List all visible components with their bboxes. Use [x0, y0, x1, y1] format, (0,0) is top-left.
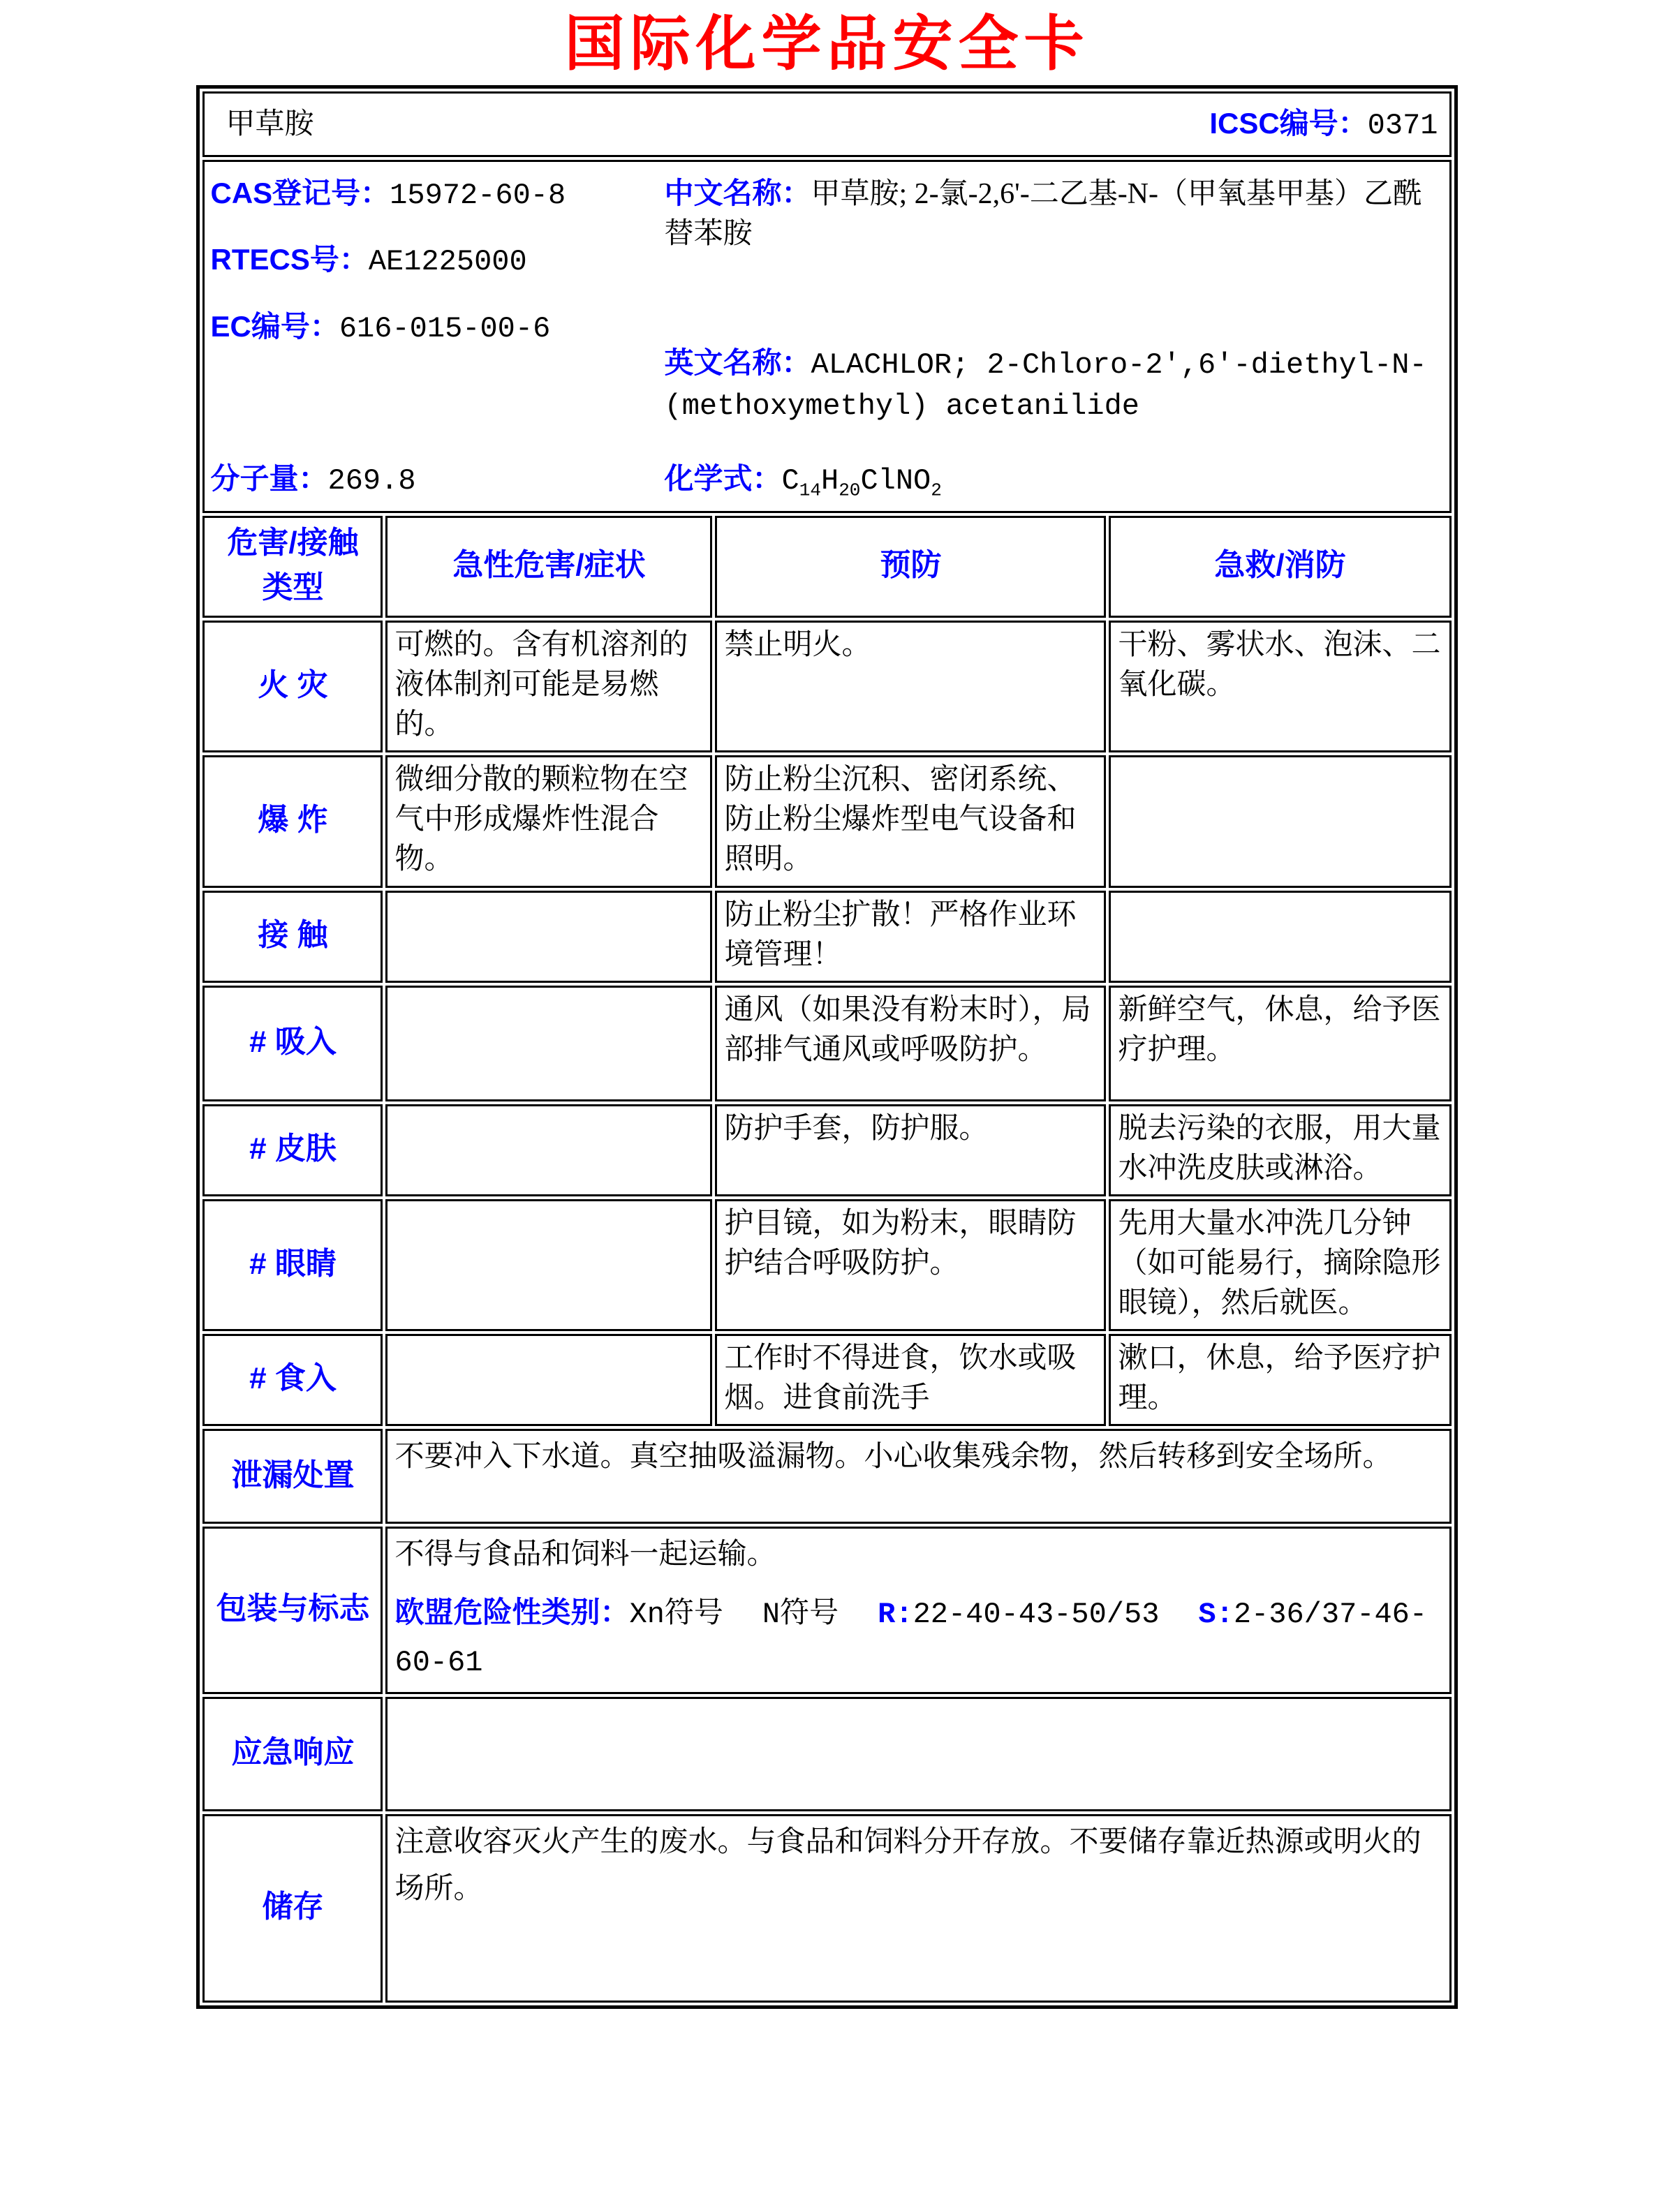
eu-symbol-xn: Xn符号 — [629, 1597, 723, 1631]
column-header-acute-hazards: 急性危害/症状 — [385, 516, 712, 618]
hazard-symptoms: 微细分散的颗粒物在空气中形成爆炸性混合物。 — [385, 755, 712, 887]
spill-content: 不要冲入下水道。真空抽吸溢漏物。小心收集残余物，然后转移到安全场所。 — [385, 1429, 1451, 1524]
hazard-type: 接 触 — [202, 891, 383, 983]
prevention: 护目镜，如为粉末，眼睛防护结合呼吸防护。 — [715, 1199, 1106, 1331]
firstaid: 新鲜空气，休息，给予医疗护理。 — [1109, 986, 1451, 1101]
r-phrases-label: R: — [878, 1597, 913, 1631]
hazard-type: # 食入 — [202, 1334, 383, 1426]
cas-number: CAS登记号：15972-60-8 — [210, 177, 566, 213]
hazard-symptoms — [385, 1334, 712, 1426]
chemical-names — [664, 173, 1442, 426]
hazard-row-skin — [202, 1104, 1451, 1196]
packaging-content — [385, 1527, 1451, 1694]
formula-value: $C_{14}H_{20}ClNO_2$ — [781, 463, 942, 501]
hazard-row-fire — [202, 621, 1451, 752]
firstaid: 先用大量水冲洗几分钟（如可能易行，摘除隐形眼镜），然后就医。 — [1109, 1199, 1451, 1331]
s-phrases-value: 2-36/37-46-60-61 — [394, 1597, 1428, 1679]
section-label: 泄漏处置 — [202, 1429, 383, 1524]
hazard-row-explosion — [202, 755, 1451, 887]
hazard-row-ingestion — [202, 1334, 1451, 1426]
hazard-symptoms — [385, 1199, 712, 1331]
hazard-row-eyes — [202, 1199, 1451, 1331]
firstaid: 脱去污染的衣服，用大量水冲洗皮肤或淋浴。 — [1109, 1104, 1451, 1196]
hazard-symptoms — [385, 891, 712, 983]
emergency-content — [385, 1697, 1451, 1811]
column-header-hazard-type: 危害/接触类型 — [202, 516, 383, 618]
firstaid — [1109, 891, 1451, 983]
substance-name: 甲草胺 — [226, 107, 314, 140]
hazard-symptoms — [385, 1104, 712, 1196]
s-phrases-label: S: — [1198, 1597, 1234, 1631]
name-cell — [202, 91, 1451, 157]
name-row — [202, 91, 1451, 157]
column-header-firstaid: 急救/消防 — [1109, 516, 1451, 618]
prevention: 工作时不得进食，饮水或吸烟。进食前洗手 — [715, 1334, 1106, 1426]
chinese-name: 中文名称：甲草胺; 2-氯-2,6'-二乙基-N-（甲氧基甲基）乙酰替苯胺 — [664, 177, 1422, 251]
eu-classification — [394, 1589, 1442, 1686]
section-label: 储存 — [202, 1814, 383, 2003]
english-name: 英文名称：ALACHLOR; 2-Chloro-2',6'-diethyl-N-(methoxymethyl) acetanilide — [664, 346, 1427, 423]
registry-numbers — [210, 173, 664, 426]
hazard-row-inhalation — [202, 986, 1451, 1101]
hazard-type: 爆 炸 — [202, 755, 383, 887]
section-label: 包装与标志 — [202, 1527, 383, 1694]
safety-card-table — [196, 85, 1457, 2009]
page-title: 国际化学品安全卡 — [564, 10, 1090, 77]
rtecs-number: RTECS号：AE1225000 — [210, 243, 527, 279]
hazard-row-contact — [202, 891, 1451, 983]
firstaid: 漱口，休息，给予医疗护理。 — [1109, 1334, 1451, 1426]
transport-note: 不得与食品和饲料一起运输。 — [394, 1538, 776, 1571]
section-label: 应急响应 — [202, 1697, 383, 1811]
molecular-weight: 分子量：269.8 — [210, 461, 416, 498]
chemical-formula: 化学式：$C_{14}H_{20}ClNO_2$ — [664, 461, 942, 501]
hazard-type: 火 灾 — [202, 621, 383, 752]
icsc-number — [1209, 103, 1438, 146]
firstaid: 干粉、雾状水、泡沫、二氧化碳。 — [1109, 621, 1451, 752]
section-row-packaging — [202, 1527, 1451, 1694]
icsc-value: 0371 — [1367, 108, 1438, 142]
section-row-emergency — [202, 1697, 1451, 1811]
identifiers-cell — [202, 160, 1451, 513]
hazard-type: # 眼睛 — [202, 1199, 383, 1331]
eu-symbol-n: N符号 — [762, 1597, 839, 1631]
r-phrases-value: 22-40-43-50/53 — [913, 1597, 1160, 1631]
hazard-type: # 皮肤 — [202, 1104, 383, 1196]
prevention: 防止粉尘沉积、密闭系统、防止粉尘爆炸型电气设备和照明。 — [715, 755, 1106, 887]
ec-number: EC编号：616-015-00-6 — [210, 309, 551, 346]
prevention: 通风（如果没有粉末时），局部排气通风或呼吸防护。 — [715, 986, 1106, 1101]
column-header-prevention: 预防 — [715, 516, 1106, 618]
eu-class-label: 欧盟危险性类别： — [394, 1595, 630, 1628]
section-row-storage — [202, 1814, 1451, 2003]
icsc-label: ICSC编号： — [1209, 106, 1368, 140]
storage-content: 注意收容灭火产生的废水。与食品和饲料分开存放。不要储存靠近热源或明火的场所。 — [385, 1814, 1451, 2003]
hazard-symptoms — [385, 986, 712, 1101]
hazard-type: # 吸入 — [202, 986, 383, 1101]
identifiers-row — [202, 160, 1451, 513]
prevention: 防护手套，防护服。 — [715, 1104, 1106, 1196]
hazard-symptoms: 可燃的。含有机溶剂的液体制剂可能是易燃的。 — [385, 621, 712, 752]
prevention: 禁止明火。 — [715, 621, 1106, 752]
section-row-spill — [202, 1429, 1451, 1524]
firstaid — [1109, 755, 1451, 887]
table-header-row — [202, 516, 1451, 618]
prevention: 防止粉尘扩散！严格作业环境管理！ — [715, 891, 1106, 983]
